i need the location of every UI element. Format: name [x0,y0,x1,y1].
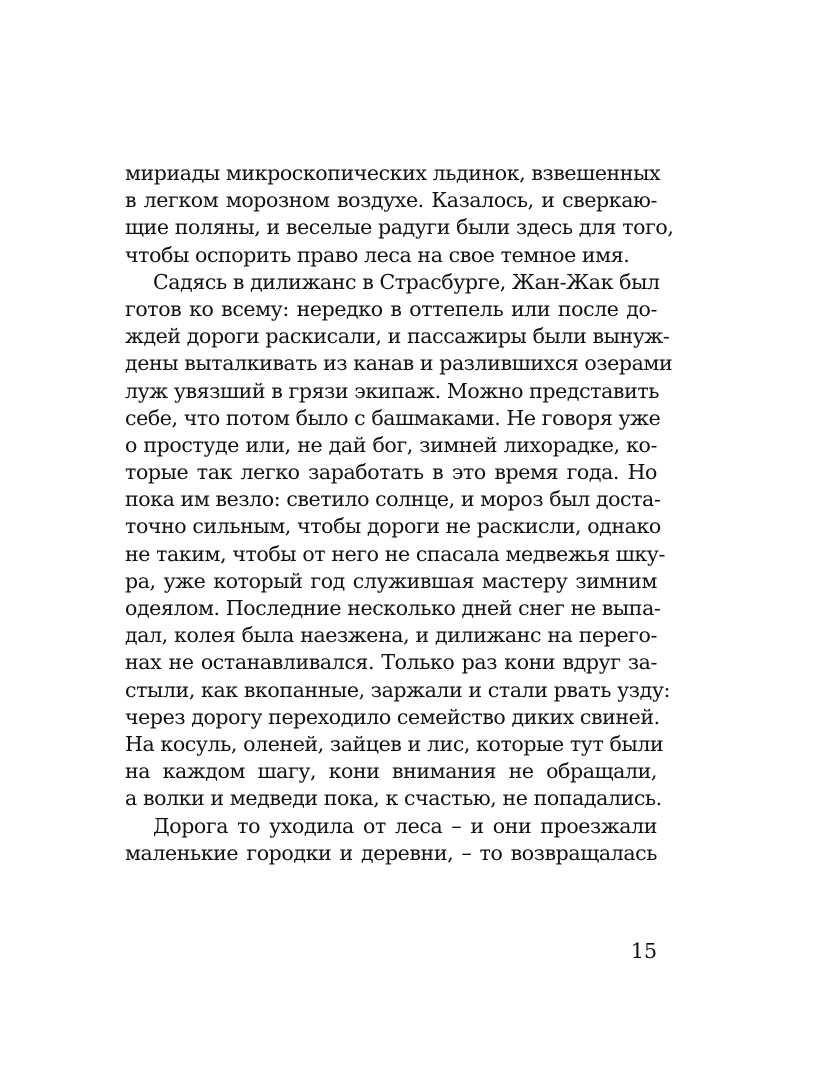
text-line: дены выталкивать из канав и разлившихся озерами [125,351,673,376]
text-line: На косуль, оленей, зайцев и лис, которые тут были [125,731,664,756]
text-line: а волки и медведи пока, к счастью, не попадались. [125,786,662,811]
text-line: луж увязший в грязи экипаж. Можно представить [125,378,660,403]
text-line: торые так легко заработать в это время года. Но [125,460,657,485]
text-line: ра, уже который год служившая мастеру зимним [125,568,657,593]
page-text [125,160,674,867]
text-line: дал, колея была наезжена, и дилижанс на перего- [125,623,657,648]
text-line: через дорогу переходило семейство диких свиней. [125,704,660,729]
text-line: о простуде или, не дай бог, зимней лихорадке, ко- [125,432,657,457]
text-line: нах не останавливался. Только раз кони вдруг за- [125,650,657,675]
text-line: точно сильным, чтобы дороги не раскисли, однако [125,514,661,539]
text-line: в легком морозном воздухе. Казалось, и сверкаю- [125,188,657,213]
text-line: себе, что потом было с башмаками. Не говоря уже [125,405,661,430]
text-line: мириады микроскопических льдинок, взвешенных [125,161,661,185]
text-line: на каждом шагу, кони внимания не обращали, [125,759,657,784]
text-line: стыли, как вкопанные, заржали и стали рвать узду: [125,677,670,702]
text-line: маленькие городки и деревни, – то возвращалась [125,840,657,865]
page-number: 15 [630,939,657,963]
text-line: одеялом. Последние несколько дней снег не выпа- [125,596,661,620]
text-line: Садясь в дилижанс в Страсбурге, Жан-Жак был [153,269,660,294]
text-line: Дорога то уходила от леса – и они проезжали [153,813,657,838]
text-line: готов ко всему: нередко в оттепель или после до- [125,296,657,321]
text-line: щие поляны, и веселые радуги были здесь для того, [125,215,674,240]
text-line: ждей дороги раскисали, и пассажиры были вынуж- [125,324,670,349]
text-line: не таким, чтобы от него не спасала медвежья шку- [125,541,665,566]
text-line: чтобы оспорить право леса на свое темное имя. [125,242,630,267]
text-line: пока им везло: светило солнце, и мороз был доста- [125,487,661,512]
